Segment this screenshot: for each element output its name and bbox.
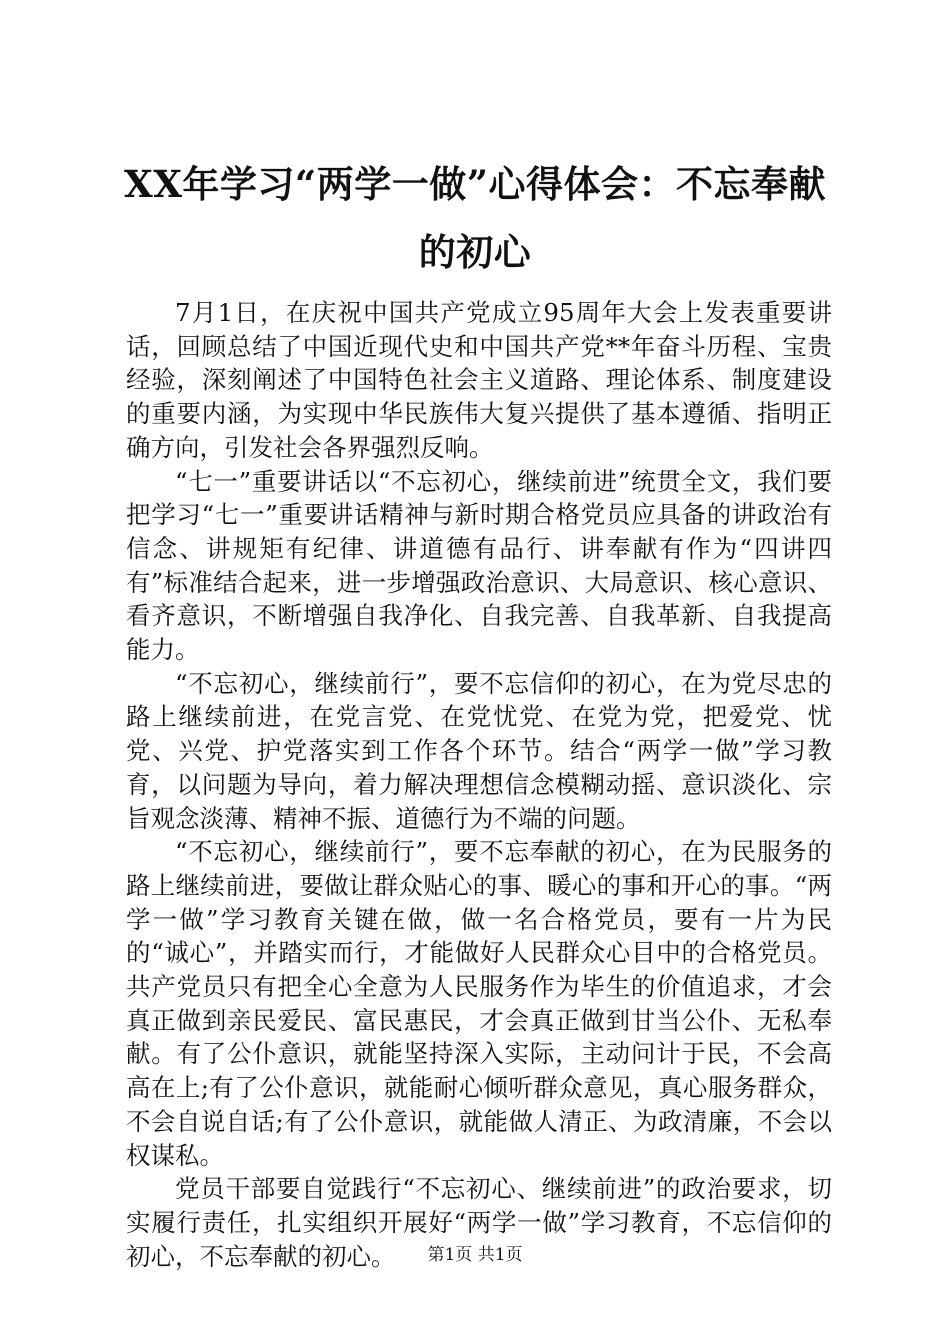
paragraph-4: “不忘初心，继续前行”，要不忘奉献的初心，在为民服务的路上继续前进，要做让群众贴心的事、暖心的事和开心的事。“两学一做”学习教育关键在做，做一名合格党员，要有一片为民的“诚心”，并踏实而行，才能做好人民群众心目中的合格党员。共产党员只有把全心全意为人民服务作为毕生的价值追求，才会真正做到亲民爱民、富民惠民，才会真正做到甘当公仆、无私奉献。有了公仆意识，就能坚持深入实际，主动问计于民，不会高高在上;有了公仆意识，就能耐心倾听群众意见，真心服务群众，不会自说自话;有了公仆意识，就能做人清正、为政清廉，不会以权谋私。 — [126, 837, 832, 1170]
paragraph-3: “不忘初心，继续前行”，要不忘信仰的初心，在为党尽忠的路上继续前进，在党言党、在党忧党、在党为党，把爱党、忧党、兴党、护党落实到工作各个环节。结合“两学一做”学习教育，以问题为导向，着力解决理想信念模糊动摇、意识淡化、宗旨观念淡薄、精神不振、道德行为不端的问题。 — [126, 668, 832, 833]
paragraph-5: 党员干部要自觉践行“不忘初心、继续前进”的政治要求，切实履行责任，扎实组织开展好“两学一做”学习教育，不忘信仰的初心，不忘奉献的初心。 — [126, 1174, 832, 1271]
document-body — [126, 296, 832, 1273]
paragraph-1: 7月1日，在庆祝中国共产党成立95周年大会上发表重要讲话，回顾总结了中国近现代史和中国共产党**年奋斗历程、宝贵经验，深刻阐述了中国特色社会主义道路、理论体系、制度建设的重要内涵，为实现中华民族伟大复兴提供了基本遵循、指明正确方向，引发社会各界强烈反响。 — [126, 298, 832, 462]
document-title: XX年学习“两学一做”心得体会：不忘奉献的初心 — [124, 162, 826, 274]
page-number-footer: 第1页 共1页 — [427, 1245, 523, 1265]
paragraph-2: “七一”重要讲话以“不忘初心，继续前进”统贯全文，我们要把学习“七一”重要讲话精神与新时期合格党员应具备的讲政治有信念、讲规矩有纪律、讲道德有品行、讲奉献有作为“四讲四有”标准结合起来，进一步增强政治意识、大局意识、核心意识、看齐意识，不断增强自我净化、自我完善、自我革新、自我提高能力。 — [126, 466, 832, 665]
